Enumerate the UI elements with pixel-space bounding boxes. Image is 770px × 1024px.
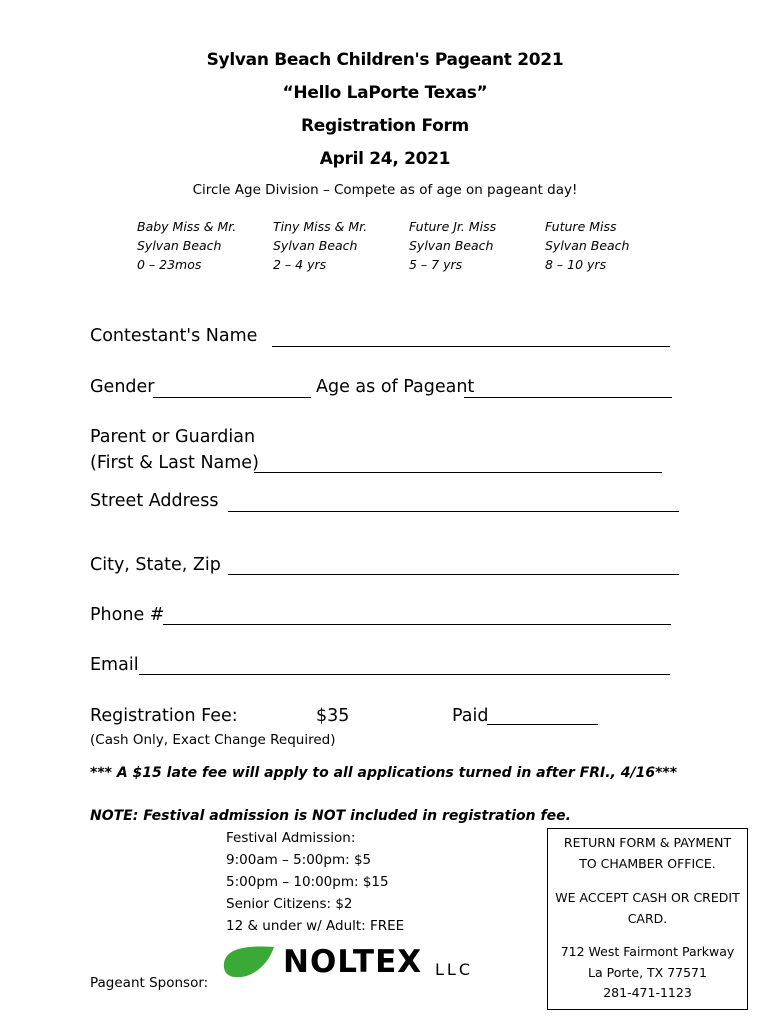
admission-list xyxy=(226,827,404,937)
division-instruction: Circle Age Division – Compete as of age on pageant day! xyxy=(192,182,578,198)
division-name: Tiny Miss & Mr. xyxy=(273,219,368,234)
payment-line: CARD. xyxy=(627,910,668,926)
address-line: 712 West Fairmont Parkway xyxy=(560,944,735,959)
contestant-name-field[interactable] xyxy=(272,346,670,347)
address-line: La Porte, TX 77571 xyxy=(588,964,707,980)
admission-item: 5:00pm – 10:00pm: $15 xyxy=(226,874,389,890)
division-ages: 8 – 10 yrs xyxy=(545,257,607,272)
festival-note: NOTE: Festival admission is NOT included in registration fee. xyxy=(90,808,571,824)
fee-amount: $35 xyxy=(316,706,350,726)
admission-heading: Festival Admission: xyxy=(226,830,356,846)
form-title: Sylvan Beach Children's Pageant 2021 xyxy=(206,50,564,70)
division-ages: 2 – 4 yrs xyxy=(273,257,327,272)
parent-name-field[interactable] xyxy=(254,472,662,473)
admission-item: 9:00am – 5:00pm: $5 xyxy=(226,852,372,868)
division-future-jr[interactable] xyxy=(409,217,496,274)
return-info-box xyxy=(547,828,748,1010)
fee-label: Registration Fee: xyxy=(90,706,238,726)
gender-field[interactable] xyxy=(153,397,311,398)
division-location: Sylvan Beach xyxy=(273,238,358,253)
division-name: Future Miss xyxy=(545,219,617,234)
parent-name-label: (First & Last Name) xyxy=(90,453,259,473)
payment-note: (Cash Only, Exact Change Required) xyxy=(90,732,336,748)
division-ages: 5 – 7 yrs xyxy=(409,257,463,272)
division-location: Sylvan Beach xyxy=(409,238,494,253)
return-line: TO CHAMBER OFFICE. xyxy=(579,855,716,871)
division-baby[interactable] xyxy=(137,217,236,274)
street-field[interactable] xyxy=(228,511,679,512)
event-theme: “Hello LaPorte Texas” xyxy=(282,83,488,103)
admission-item: 12 & under w/ Adult: FREE xyxy=(226,918,405,934)
division-future-miss[interactable] xyxy=(545,217,629,274)
paid-field[interactable] xyxy=(487,724,598,725)
city-label: City, State, Zip xyxy=(90,555,221,575)
phone-label: Phone # xyxy=(90,605,165,625)
noltex-leaf-icon xyxy=(222,943,282,981)
phone-line: 281-471-1123 xyxy=(603,985,692,1000)
late-fee-note: *** A $15 late fee will apply to all applications turned in after FRI., 4/16*** xyxy=(90,765,678,781)
sponsor-logo-suffix: LLC xyxy=(435,960,473,979)
age-label: Age as of Pageant xyxy=(316,377,475,397)
gender-label: Gender xyxy=(90,377,155,397)
return-line: RETURN FORM & PAYMENT xyxy=(563,835,732,850)
city-field[interactable] xyxy=(228,574,679,575)
contestant-name-label: Contestant's Name xyxy=(90,326,258,346)
sponsor-label: Pageant Sponsor: xyxy=(90,975,209,991)
division-location: Sylvan Beach xyxy=(137,238,222,253)
paid-label: Paid xyxy=(452,706,489,726)
division-tiny[interactable] xyxy=(273,217,367,274)
division-name: Baby Miss & Mr. xyxy=(137,219,237,234)
admission-item: Senior Citizens: $2 xyxy=(226,896,353,912)
event-date: April 24, 2021 xyxy=(319,149,451,169)
phone-field[interactable] xyxy=(163,624,671,625)
division-location: Sylvan Beach xyxy=(545,238,630,253)
sponsor-logo-text: NOLTEX xyxy=(283,944,423,980)
division-name: Future Jr. Miss xyxy=(409,219,497,234)
division-ages: 0 – 23mos xyxy=(137,257,202,272)
email-field[interactable] xyxy=(139,674,670,675)
street-label: Street Address xyxy=(90,491,219,511)
payment-line: WE ACCEPT CASH OR CREDIT xyxy=(555,890,740,905)
age-field[interactable] xyxy=(464,397,672,398)
form-heading: Registration Form xyxy=(301,116,469,136)
parent-label: Parent or Guardian xyxy=(90,427,256,447)
email-label: Email xyxy=(90,655,139,675)
